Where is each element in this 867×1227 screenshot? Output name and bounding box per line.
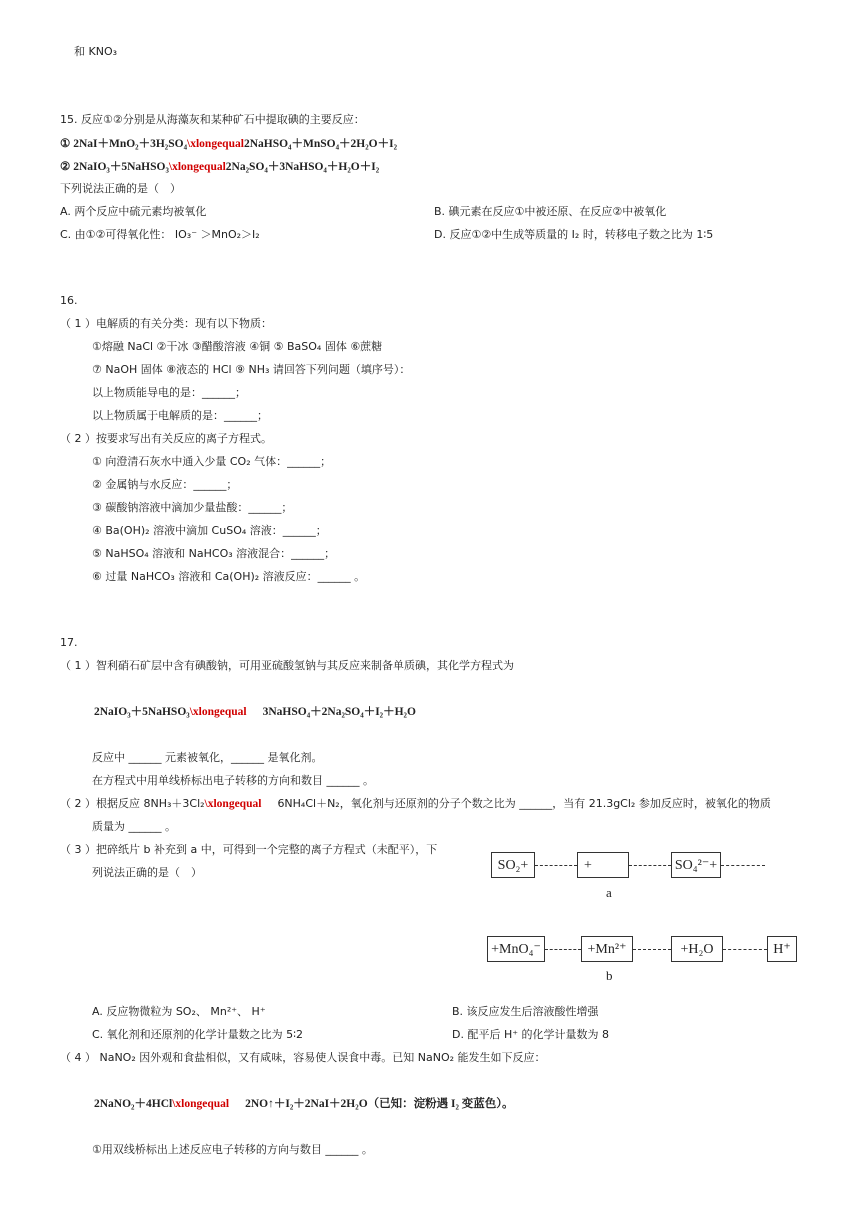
q17-option-a: A. 反应物微粒为 SO₂、 Mn²⁺、 H⁺	[92, 1005, 266, 1018]
strip-a-dash-3	[721, 865, 765, 866]
q16-items-line-2: ⑦ NaOH 固体 ⑧液态的 HCl ⑨ NH₃ 请回答下列问题（填序号）：	[92, 363, 411, 376]
q17-eq4-mid: \xlongequal	[172, 1098, 230, 1110]
strip-a-box-3: SO₄²⁻+	[671, 852, 721, 878]
q15-stem: 15. 反应①②分别是从海藻灰和某种矿石中提取碘的主要反应：	[60, 113, 365, 126]
q17-p2-post: 6NH₄Cl＋N₂，氧化剂与还原剂的分子个数之比为 ______，当有 21.3gCl₂ 参加反应时，被氧化的物质	[277, 797, 771, 810]
q17-number: 17.	[60, 636, 78, 649]
q16-conduct-question: 以上物质能导电的是：______；	[92, 386, 246, 399]
q17-last-line: ①用双线桥标出上述反应电子转移的方向与数目 ______ 。	[92, 1143, 373, 1156]
q15-equation-1	[60, 136, 397, 152]
q16-sub-1: ① 向澄清石灰水中通入少量 CO₂ 气体：______；	[92, 455, 332, 468]
q17-line-oxidized: 反应中 ______ 元素被氧化，______ 是氧化剂。	[92, 751, 323, 764]
q15-eq2-lhs: 2NaIO₃＋5NaHSO₃	[73, 161, 169, 173]
q15-eq1-lhs: 2NaI＋MnO₂＋3H₂SO₄	[73, 138, 188, 150]
q17-line-single-bridge: 在方程式中用单线桥标出电子转移的方向和数目 ______ 。	[92, 774, 374, 787]
q17-equation-1	[94, 704, 416, 720]
strip-a-dash-1	[535, 865, 577, 866]
q17-option-b: B. 该反应发生后溶液酸性增强	[452, 1005, 599, 1018]
q16-sub-6: ⑥ 过量 NaHCO₃ 溶液和 Ca(OH)₂ 溶液反应：______ 。	[92, 570, 366, 583]
q15-option-a: A. 两个反应中硫元素均被氧化	[60, 205, 207, 218]
q17-part-1: （ 1 ）智利硝石矿层中含有碘酸钠，可用亚硫酸氢钠与其反应来制备单质碘，其化学方程式为	[60, 659, 514, 672]
strip-b-dash-3	[723, 949, 767, 950]
q15-eq2-number: ②	[60, 161, 71, 173]
q15-option-d: D. 反应①②中生成等质量的 I₂ 时，转移电子数之比为 1∶5	[434, 228, 714, 241]
strip-b-box-3: +H₂O	[671, 936, 723, 962]
q15-eq1-number: ①	[60, 138, 71, 150]
q17-eq-lhs: 2NaIO₃＋5NaHSO₃	[94, 706, 190, 718]
strip-b-dash-2	[633, 949, 671, 950]
q17-eq4-rhs: 2NO↑＋I₂＋2NaI＋2H₂O（已知：淀粉遇 I₂ 变蓝色）。	[245, 1098, 514, 1110]
q15-option-c: C. 由①②可得氧化性： IO₃⁻ ＞MnO₂＞I₂	[60, 228, 260, 241]
q17-p2-mid: \xlongequal	[204, 798, 262, 810]
q16-sub-5: ⑤ NaHSO₄ 溶液和 NaHCO₃ 溶液混合：______；	[92, 547, 336, 560]
strip-a-label: a	[606, 885, 612, 900]
q16-part-1: （ 1 ）电解质的有关分类：现有以下物质：	[60, 317, 272, 330]
q17-eq4-lhs: 2NaNO₂＋4HCl	[94, 1098, 173, 1110]
q17-part-4: （ 4 ） NaNO₂ 因外观和食盐相似，又有咸味，容易使人误食中毒。已知 NaNO₂ 能发生如下反应：	[60, 1051, 546, 1064]
strip-b-dash-1	[545, 949, 581, 950]
q15-option-b: B. 碘元素在反应①中被还原、在反应②中被氧化	[434, 205, 667, 218]
strip-a-box-2: +	[577, 852, 629, 878]
strip-b-box-4: H⁺	[767, 936, 797, 962]
q17-eq-mid: \xlongequal	[189, 706, 247, 718]
strip-b-box-2: +Mn²⁺	[581, 936, 633, 962]
q17-part-3-line-1: （ 3 ）把碎纸片 b 补充到 a 中，可得到一个完整的离子方程式（未配平），下	[60, 843, 438, 856]
q17-eq-rhs: 3NaHSO₄＋2Na₂SO₄＋I₂＋H₂O	[262, 706, 416, 718]
top-line: 和 KNO₃	[74, 45, 118, 58]
q16-sub-2: ② 金属钠与水反应：______；	[92, 478, 238, 491]
strip-a-dash-2	[629, 865, 671, 866]
strip-b-box-1: +MnO₄⁻	[487, 936, 545, 962]
q16-items-line-1: ①熔融 NaCl ②干冰 ③醋酸溶液 ④铜 ⑤ BaSO₄ 固体 ⑥蔗糖	[92, 340, 383, 353]
q17-equation-4	[94, 1096, 514, 1112]
q17-p2-pre: （ 2 ）根据反应 8NH₃＋3Cl₂	[60, 797, 205, 810]
q17-part-2	[60, 796, 771, 812]
q15-ask: 下列说法正确的是（ ）	[60, 182, 181, 195]
q16-part-2: （ 2 ）按要求写出有关反应的离子方程式。	[60, 432, 272, 445]
q17-option-c: C. 氧化剂和还原剂的化学计量数之比为 5∶2	[92, 1028, 304, 1041]
q17-option-d: D. 配平后 H⁺ 的化学计量数为 8	[452, 1028, 610, 1041]
strip-b-label: b	[606, 968, 613, 983]
q16-number: 16.	[60, 294, 78, 307]
q17-part-3-line-2: 列说法正确的是（ ）	[92, 866, 202, 879]
q16-electrolyte-question: 以上物质属于电解质的是：______；	[92, 409, 268, 422]
q15-equation-2	[60, 159, 379, 175]
q17-part-2-continued: 质量为 ______ 。	[92, 820, 176, 833]
q15-eq2-rhs: 2Na₂SO₄＋3NaHSO₄＋H₂O＋I₂	[225, 161, 380, 173]
strip-a-box-1: SO₂+	[491, 852, 535, 878]
q15-eq1-mid: \xlongequal	[187, 138, 244, 150]
q15-eq2-mid: \xlongequal	[168, 161, 226, 173]
q16-sub-3: ③ 碳酸钠溶液中滴加少量盐酸：______；	[92, 501, 293, 514]
q15-eq1-rhs: 2NaHSO₄＋MnSO₄＋2H₂O＋I₂	[243, 138, 398, 150]
q16-sub-4: ④ Ba(OH)₂ 溶液中滴加 CuSO₄ 溶液：______；	[92, 524, 327, 537]
